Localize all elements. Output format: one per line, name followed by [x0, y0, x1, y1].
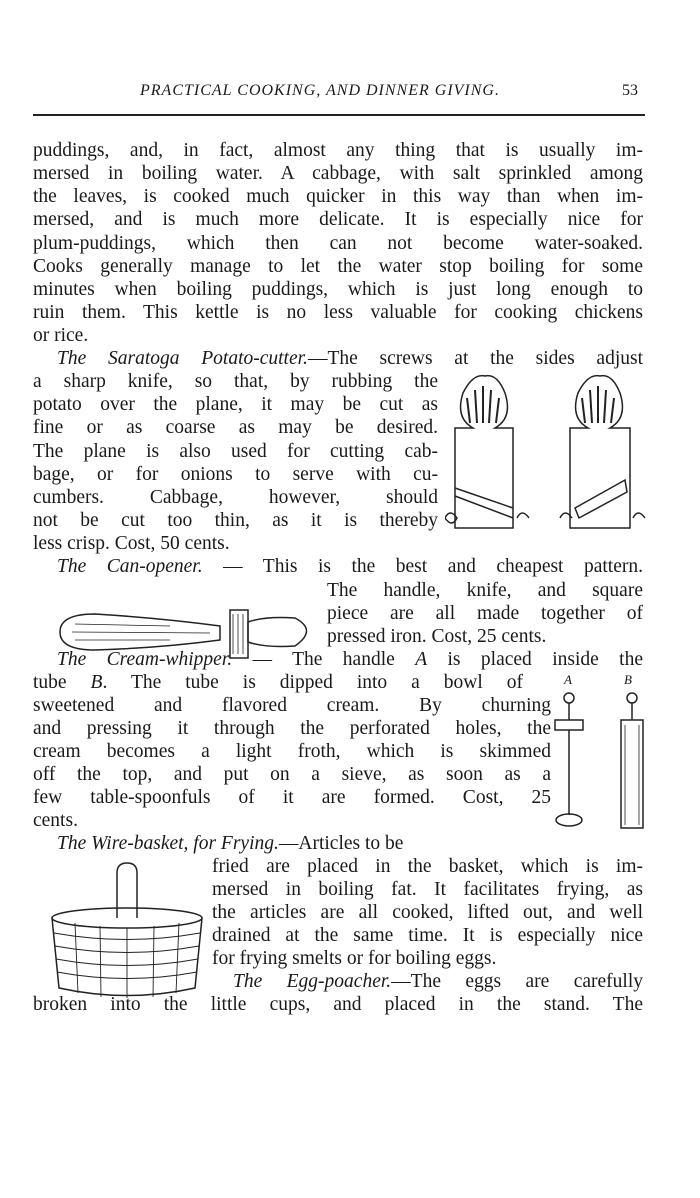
text-line: cents. — [33, 810, 78, 831]
text-line: and pressing it through the perforated holes, the — [33, 718, 551, 739]
text-line: The Cream-whipper. — The handle A is placed inside the — [57, 649, 643, 670]
text-line: ruin them. This kettle is no less valuable for cooking chickens — [33, 302, 643, 323]
text-line: The Wire-basket, for Frying.—Articles to be — [57, 833, 404, 854]
text-line: The Egg-poacher.—The eggs are carefully — [233, 971, 643, 992]
cream-whipper-illustration — [553, 690, 648, 835]
wire-basket-illustration — [45, 858, 210, 1003]
text-line: pressed iron. Cost, 25 cents. — [327, 626, 547, 647]
text-line: for frying smelts or for boiling eggs. — [212, 948, 497, 969]
text-line: drained at the same time. It is especially nice — [212, 925, 643, 946]
text-line: piece are all made together of — [327, 603, 643, 624]
text-line: not be cut too thin, as it is thereby — [33, 510, 438, 531]
whipper-label-b: B — [624, 672, 632, 687]
text-line: cumbers. Cabbage, however, should — [33, 487, 438, 508]
text-line: mersed in boiling water. A cabbage, with salt sprinkled among — [33, 163, 643, 184]
text-line: mersed in boiling fat. It facilitates frying, as — [212, 879, 643, 900]
running-title: PRACTICAL COOKING, AND DINNER GIVING. — [140, 82, 500, 99]
text-line: or rice. — [33, 325, 89, 346]
potato-cutter-illustration — [445, 368, 650, 540]
text-line: fine or as coarse as may be desired. — [33, 417, 438, 438]
text-line: broken into the little cups, and placed in the stand. The — [33, 994, 643, 1015]
text-line: a sharp knife, so that, by rubbing the — [33, 371, 438, 392]
text-line: cream becomes a light froth, which is skimmed — [33, 741, 551, 762]
can-opener-illustration — [50, 600, 320, 665]
text-line: the leaves, is cooked much quicker in this way than when im- — [33, 186, 643, 207]
text-line: sweetened and flavored cream. By churning — [33, 695, 551, 716]
text-line: fried are placed in the basket, which is im- — [212, 856, 643, 877]
text-line: bage, or for onions to serve with cu- — [33, 464, 438, 485]
text-line: minutes when boiling puddings, which is just long enough to — [33, 279, 643, 300]
text-line: puddings, and, in fact, almost any thing that is usually im- — [33, 140, 643, 161]
text-line: The handle, knife, and square — [327, 580, 643, 601]
text-line: The Can-opener. — This is the best and cheapest pattern. — [57, 556, 643, 577]
text-line: the articles are all cooked, lifted out, and well — [212, 902, 643, 923]
text-line: potato over the plane, it may be cut as — [33, 394, 438, 415]
text-line: tube B. The tube is dipped into a bowl of — [33, 672, 523, 693]
text-line: off the top, and put on a sieve, as soon as a — [33, 764, 551, 785]
text-line: less crisp. Cost, 50 cents. — [33, 533, 230, 554]
text-line: mersed, and is much more delicate. It is especially nice for — [33, 209, 643, 230]
text-line: Cooks generally manage to let the water stop boiling for some — [33, 256, 643, 277]
text-line: The plane is also used for cutting cab- — [33, 441, 438, 462]
page-number: 53 — [622, 82, 638, 99]
text-line: The Saratoga Potato-cutter.—The screws at the sides adjust — [57, 348, 643, 369]
header-rule — [33, 114, 645, 116]
text-line: few table-spoonfuls of it are formed. Cost, 25 — [33, 787, 551, 808]
whipper-label-a: A — [564, 672, 572, 687]
text-line: plum-puddings, which then can not become water-soaked. — [33, 233, 643, 254]
